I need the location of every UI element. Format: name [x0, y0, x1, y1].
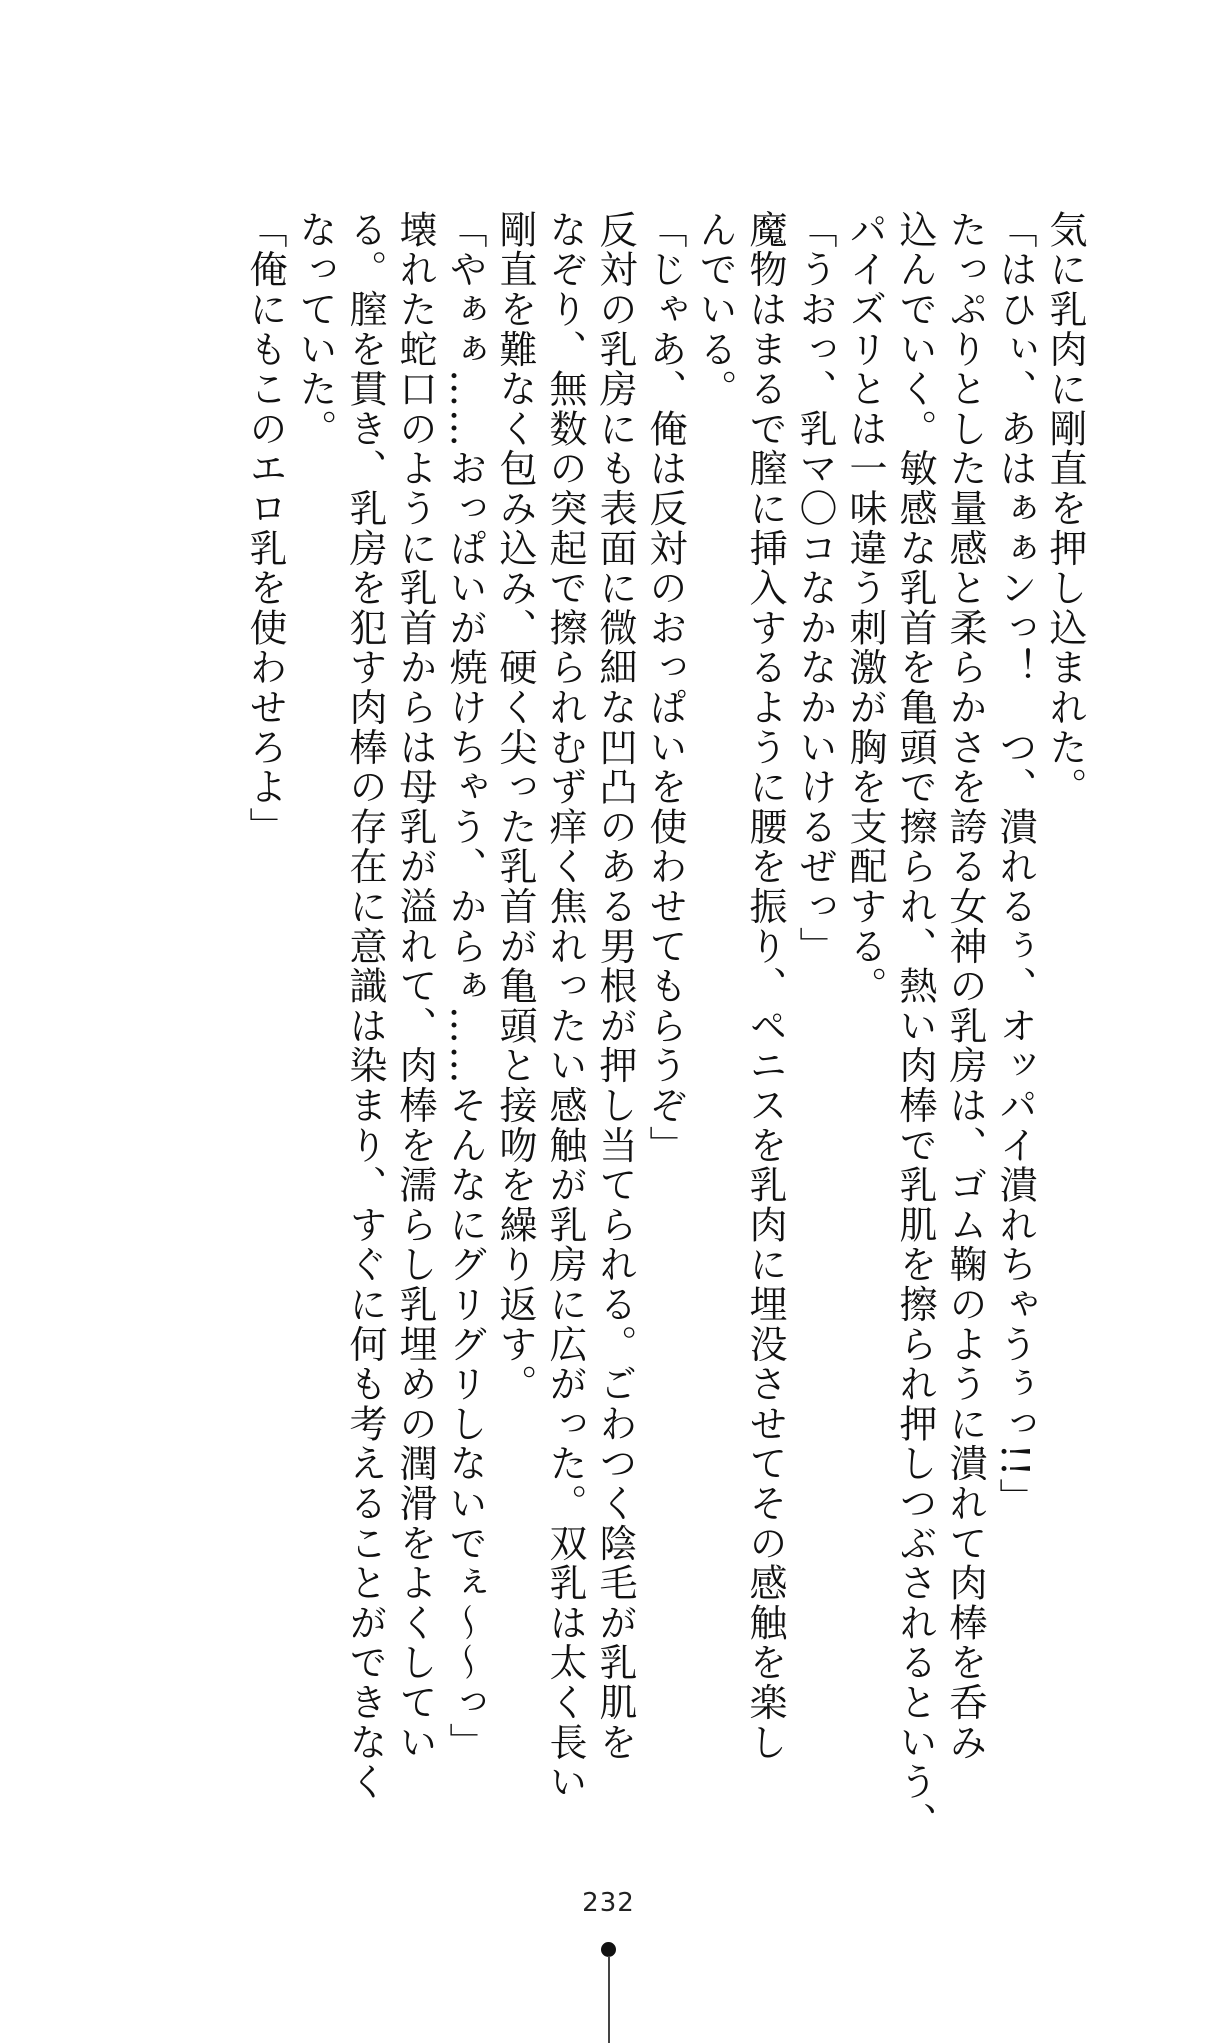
- text-line: 反対の乳房にも表面に微細な凹凸のある男根が押し当てられる。ごわつく陰毛が乳肌を: [593, 210, 637, 1763]
- text-line: なぞり、無数の突起で擦られむず痒く焦れったい感触が乳房に広がった。双乳は太く長い: [543, 210, 587, 1802]
- text-line: 「はひぃ、あはぁぁンっ！ つ、潰れるぅ、オッパイ潰れちゃうぅっ!!」: [993, 210, 1037, 1518]
- text-line: パイズリとは一味違う刺激が胸を支配する。: [843, 210, 887, 1006]
- text-line: 壊れた蛇口のように乳首からは母乳が溢れて、肉棒を濡らし乳埋めの潤滑をよくしてい: [393, 210, 437, 1763]
- page-marker-line: [608, 1956, 610, 2043]
- text-line: なっていた。: [293, 210, 337, 449]
- text-line: 「うおっ、乳マ〇コなかなかいけるぜっ」: [793, 210, 837, 967]
- text-line: 気に乳肉に剛直を押し込まれた。: [1043, 210, 1087, 807]
- vertical-text-block: [190, 210, 1090, 1842]
- text-line: 魔物はまるで膣に挿入するように腰を振り、ペニスを乳肉に埋没させてその感触を楽し: [743, 210, 787, 1763]
- page-marker-dot: [601, 1942, 616, 1957]
- text-line: んでいる。: [693, 210, 737, 409]
- page-number: 232: [582, 1888, 635, 1918]
- text-line: 「やぁぁ……おっぱいが焼けちゃう、からぁ……そんなにグリグリしないでぇ～～っ」: [443, 210, 487, 1763]
- text-line: たっぷりとした量感と柔らかさを誇る女神の乳房は、ゴム鞠のように潰れて肉棒を呑み: [943, 210, 987, 1763]
- text-line: 剛直を難なく包み込み、硬く尖った乳首が亀頭と接吻を繰り返す。: [493, 210, 537, 1404]
- text-line: 「俺にもこのエロ乳を使わせろよ」: [243, 210, 287, 847]
- text-line: 「じゃあ、俺は反対のおっぱいを使わせてもらうぞ」: [643, 210, 687, 1166]
- text-line: 込んでいく。敏感な乳首を亀頭で擦られ、熱い肉棒で乳肌を擦られ押しつぶされるという、: [893, 210, 937, 1842]
- text-line: る。膣を貫き、乳房を犯す肉棒の存在に意識は染まり、すぐに何も考えることができなく: [343, 210, 387, 1802]
